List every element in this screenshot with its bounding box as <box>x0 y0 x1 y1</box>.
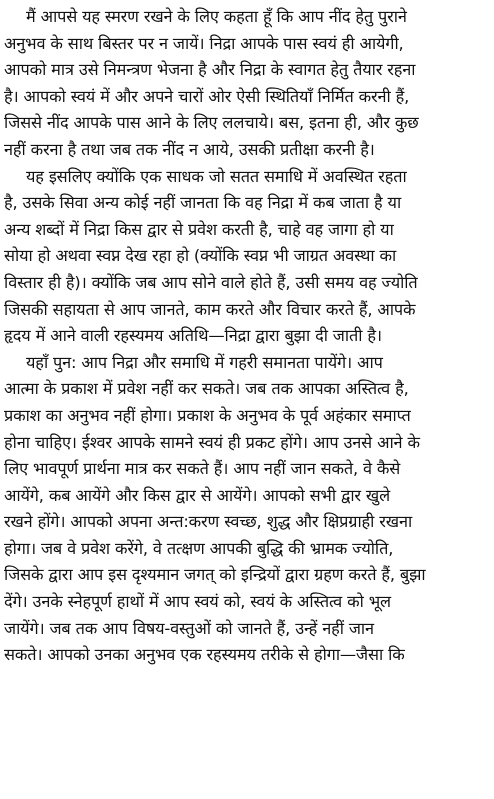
text-line: सोया हो अथवा स्वप्न देख रहा हो (क्योंकि स्वप्न भी जाग्रत अवस्था का <box>4 246 397 266</box>
text-line: प्रकाश का अनुभव नहीं होगा। प्रकाश के अनुभव के पूर्व अहंकार समाप्त <box>4 405 411 425</box>
text-line: जिसकी सहायता से आप जानते, काम करते और विचार करते हैं, आपके <box>4 299 416 319</box>
text-line: आयेंगे, कब आयेंगे और किस द्वार से आयेंगे। आपको सभी द्वार खुले <box>4 485 390 505</box>
text-line: है। आपको स्वयं में और अपने चारों ओर ऐसी स्थितियाँ निर्मित करनी हैं, <box>4 86 410 106</box>
paragraph-1 <box>4 4 488 164</box>
text-line: रखने होंगे। आपको अपना अन्त:करण स्वच्छ, शुद्ध और क्षिप्रग्राही रखना <box>4 512 413 532</box>
text-line: लिए भावपूर्ण प्रार्थना मात्र कर सकते हैं। आप नहीं जान सकते, वे कैसे <box>4 459 401 479</box>
text-line: हृदय में आने वाली रहस्यमय अतिथि—निद्रा द्वारा बुझा दी जाती है। <box>4 326 382 346</box>
text-line: होना चाहिए। ईश्वर आपके सामने स्वयं ही प्रकट होंगे। आप उनसे आने के <box>4 432 420 452</box>
text-line: यह इसलिए क्योंकि एक साधक जो सतत समाधि में अवस्थित रहता <box>26 166 407 186</box>
text-line: जिसके द्वारा आप इस दृश्यमान जगत् को इन्द्रियों द्वारा ग्रहण करते हैं, बुझा <box>4 565 426 585</box>
text-line: जायेंगे। जब तक आप विषय-वस्तुओं को जानते हैं, उन्हें नहीं जान <box>4 618 374 638</box>
text-line: विस्तार ही है)। क्योंकि जब आप सोने वाले होते हैं, उसी समय वह ज्योति <box>4 272 418 292</box>
paragraph-3 <box>4 350 488 669</box>
text-line: यहाँ पुन: आप निद्रा और समाधि में गहरी समानता पायेंगे। आप <box>26 352 383 372</box>
text-line: देंगे। उनके स्नेहपूर्ण हाथों में आप स्वयं को, स्वयं के अस्तित्व को भूल <box>4 592 391 612</box>
paragraph-2 <box>4 164 488 350</box>
text-line: आत्मा के प्रकाश में प्रवेश नहीं कर सकते। जब तक आपका अस्तित्व है, <box>4 379 409 399</box>
text-line: होगा। जब वे प्रवेश करेंगे, वे तत्क्षण आपकी बुद्धि की भ्रामक ज्योति, <box>4 538 394 558</box>
text-line: है, उसके सिवा अन्य कोई नहीं जानता कि वह निद्रा में कब जाता है या <box>4 193 402 213</box>
text-line: मैं आपसे यह स्मरण रखने के लिए कहता हूँ कि आप नींद हेतु पुराने <box>26 7 407 26</box>
text-line: सकते। आपको उनका अनुभव एक रहस्यमय तरीके से होगा—जैसा कि <box>4 645 405 665</box>
text-line: अन्य शब्दों में निद्रा किस द्वार से प्रवेश करती है, चाहे वह जागा हो या <box>4 219 394 239</box>
text-line: आपको मात्र उसे निमन्त्रण भेजना है और निद्रा के स्वागत हेतु तैयार रहना <box>4 60 416 80</box>
text-line: अनुभव के साथ बिस्तर पर न जायें। निद्रा आपके पास स्वयं ही आयेगी, <box>4 33 404 53</box>
text-line: नहीं करना है तथा जब तक नींद न आये, उसकी प्रतीक्षा करनी है। <box>4 139 375 159</box>
text-line: जिससे नींद आपके पास आने के लिए ललचाये। बस, इतना ही, और कुछ <box>4 113 419 133</box>
